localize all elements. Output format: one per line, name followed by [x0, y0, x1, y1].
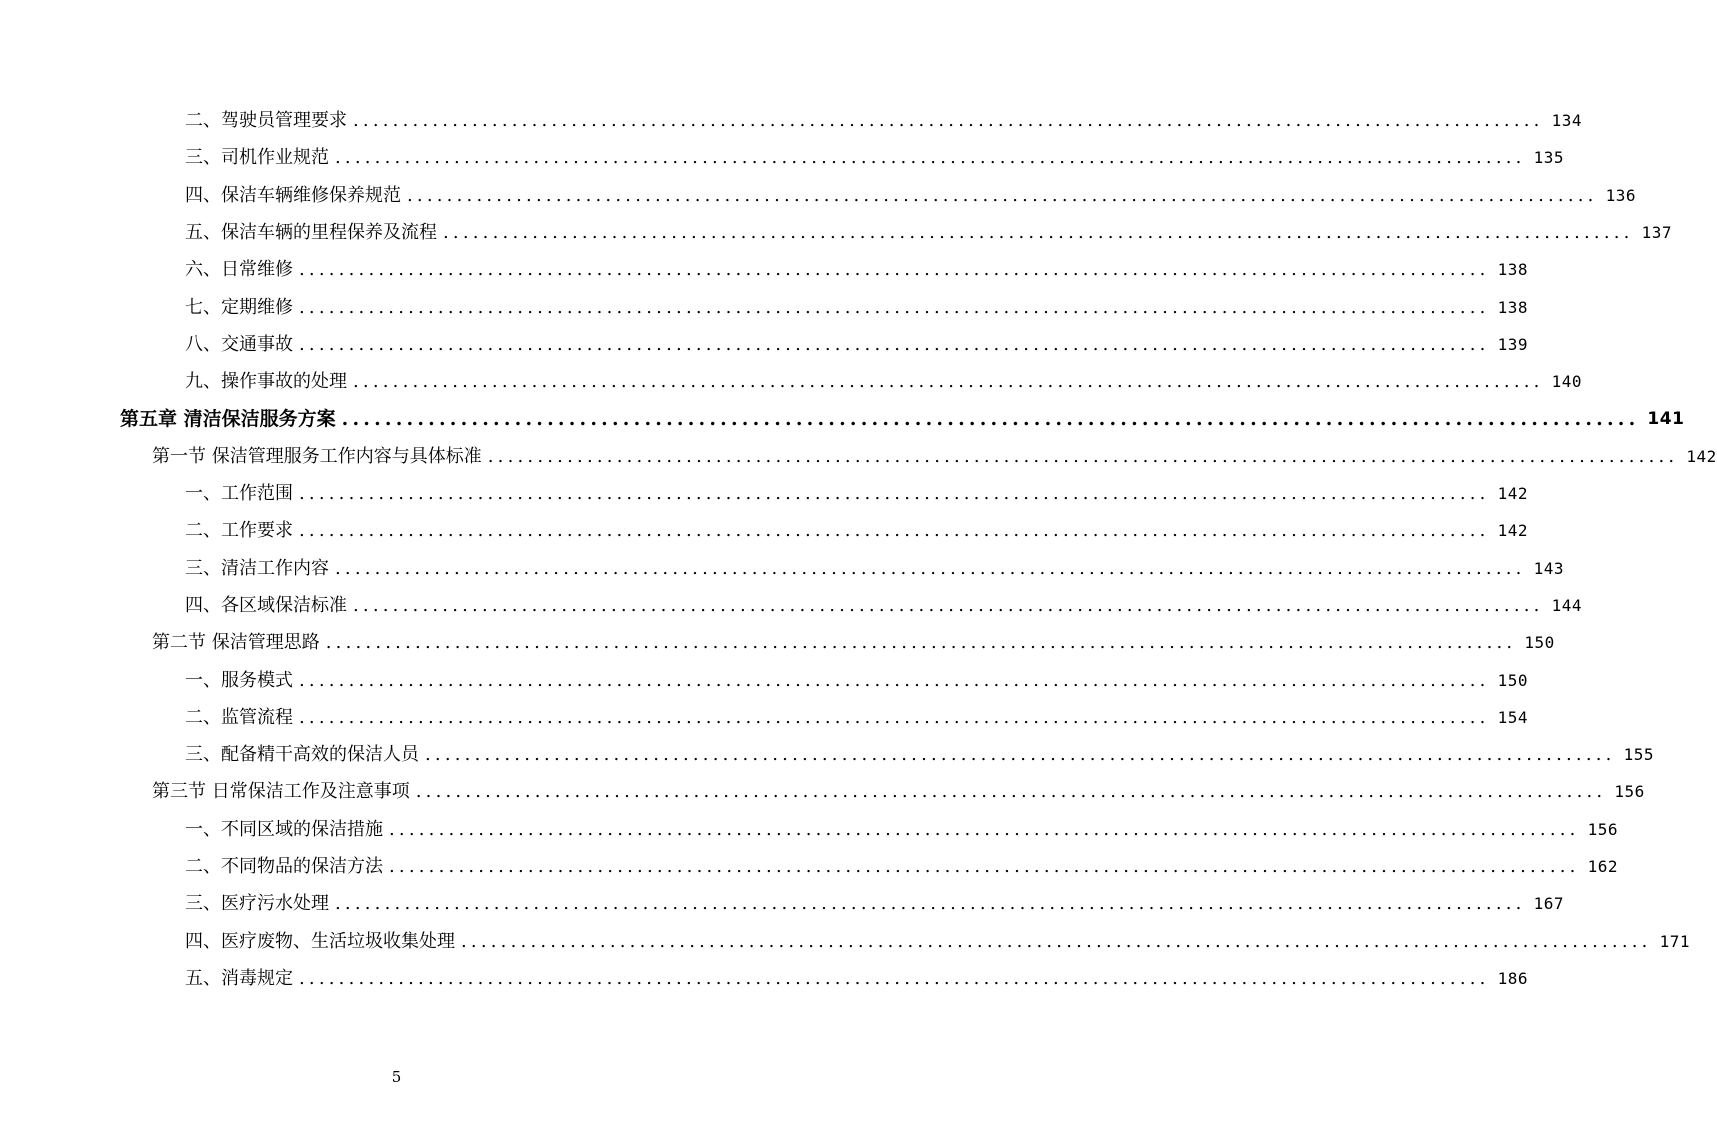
toc-entry-title: 五、消毒规定: [185, 967, 293, 989]
toc-entry-title: 二、不同物品的保洁方法: [185, 856, 383, 877]
toc-dot-leader: ........................................................................................................................: [299, 967, 1490, 989]
toc-item-entry[interactable]: [185, 923, 1691, 953]
toc-entry-page-number: 138: [1497, 260, 1529, 280]
toc-item-entry[interactable]: [185, 512, 1529, 542]
toc-entry-page-number: 142: [1497, 521, 1529, 541]
toc-entry-title: 第五章 清洁保洁服务方案: [120, 408, 336, 431]
toc-dot-leader: ........................................................................................................................: [425, 744, 1616, 766]
toc-dot-leader: ........................................................................................................................: [407, 184, 1598, 206]
toc-section-entry[interactable]: [152, 624, 1555, 654]
toc-entry-page-number: 171: [1659, 931, 1691, 951]
toc-item-entry[interactable]: [185, 289, 1529, 319]
toc-item-entry[interactable]: [185, 811, 1619, 841]
page-number: 5: [391, 1068, 402, 1086]
toc-entry-page-number: 138: [1497, 297, 1529, 317]
toc-item-entry[interactable]: [185, 177, 1637, 207]
toc-item-entry[interactable]: [185, 848, 1619, 878]
toc-entry-page-number: 150: [1524, 633, 1555, 653]
toc-entry-page-number: 186: [1497, 968, 1529, 988]
toc-chapter-entry[interactable]: [120, 400, 1685, 431]
toc-entry-title: 五、保洁车辆的里程保养及流程: [185, 221, 437, 243]
toc-dot-leader: ........................................................................................................................: [415, 781, 1607, 803]
toc-entry-title: 八、交通事故: [185, 333, 293, 355]
toc-item-entry[interactable]: [185, 102, 1583, 132]
toc-entry-page-number: 154: [1497, 707, 1529, 727]
toc-item-entry[interactable]: [185, 550, 1565, 580]
toc-dot-leader: ........................................................................................................................: [353, 594, 1544, 616]
toc-entry-page-number: 156: [1614, 782, 1645, 802]
toc-entry-page-number: 156: [1587, 819, 1619, 839]
toc-item-entry[interactable]: [185, 326, 1529, 356]
toc-entry-page-number: 150: [1497, 670, 1529, 690]
toc-entry-title: 三、清洁工作内容: [185, 557, 329, 579]
toc-dot-leader: ........................................................................................................................: [353, 110, 1544, 131]
toc-dot-leader: ........................................................................................................................: [335, 147, 1526, 169]
toc-item-entry[interactable]: [185, 662, 1529, 692]
toc-dot-leader: ........................................................................................................................: [335, 557, 1526, 579]
toc-section-entry[interactable]: [152, 438, 1717, 468]
toc-entry-page-number: 143: [1533, 558, 1565, 578]
toc-dot-leader: ........................................................................................................................: [487, 445, 1679, 467]
toc-entry-title: 二、监管流程: [185, 706, 293, 728]
toc-entry-page-number: 134: [1551, 111, 1583, 130]
toc-entry-page-number: 167: [1533, 894, 1565, 914]
toc-entry-page-number: 142: [1686, 446, 1717, 466]
toc-item-entry[interactable]: [185, 251, 1529, 281]
toc-dot-leader: ........................................................................................................................: [299, 483, 1490, 504]
toc-dot-leader: ........................................................................................................................: [325, 632, 1517, 654]
toc-entry-page-number: 137: [1641, 222, 1673, 242]
toc-item-entry[interactable]: [185, 214, 1673, 244]
toc-entry-title: 一、服务模式: [185, 669, 293, 691]
toc-item-entry[interactable]: [185, 587, 1583, 617]
toc-dot-leader: ........................................................................................................................: [299, 520, 1490, 542]
toc-entry-title: 二、工作要求: [185, 520, 293, 542]
toc-entry-page-number: 141: [1647, 409, 1685, 430]
toc-dot-leader: ........................................................................................................................: [299, 706, 1490, 728]
toc-dot-leader: ........................................................................................................................: [341, 408, 1640, 431]
toc-item-entry[interactable]: [185, 699, 1529, 729]
toc-entry-page-number: 136: [1605, 185, 1637, 205]
toc-section-entry[interactable]: [152, 773, 1645, 803]
toc-entry-title: 三、医疗污水处理: [185, 893, 329, 915]
toc-entry-title: 第三节 日常保洁工作及注意事项: [152, 781, 410, 803]
toc-item-entry[interactable]: [185, 139, 1565, 169]
toc-entry-page-number: 155: [1623, 745, 1655, 765]
toc-entry-title: 一、工作范围: [185, 483, 293, 504]
toc-dot-leader: ........................................................................................................................: [299, 333, 1490, 355]
toc-entry-title: 四、各区域保洁标准: [185, 594, 347, 616]
toc-item-entry[interactable]: [185, 363, 1583, 393]
toc-item-entry[interactable]: [185, 885, 1565, 915]
toc-entry-title: 第二节 保洁管理思路: [152, 632, 320, 654]
toc-entry-page-number: 142: [1497, 484, 1529, 503]
toc-entry-title: 三、司机作业规范: [185, 147, 329, 169]
toc-entry-title: 九、操作事故的处理: [185, 371, 347, 393]
toc-entry-title: 六、日常维修: [185, 259, 293, 281]
toc-dot-leader: ........................................................................................................................: [389, 818, 1580, 840]
toc-dot-leader: ........................................................................................................................: [299, 296, 1490, 318]
toc-entry-title: 三、配备精干高效的保洁人员: [185, 744, 419, 766]
toc-dot-leader: ........................................................................................................................: [389, 856, 1580, 877]
toc-item-entry[interactable]: [185, 475, 1529, 505]
toc-entry-title: 第一节 保洁管理服务工作内容与具体标准: [152, 445, 482, 467]
toc-entry-page-number: 135: [1533, 148, 1565, 168]
toc-entry-title: 四、保洁车辆维修保养规范: [185, 184, 401, 206]
toc-entry-title: 二、驾驶员管理要求: [185, 110, 347, 131]
toc-entry-page-number: 140: [1551, 372, 1583, 392]
toc-entry-title: 七、定期维修: [185, 296, 293, 318]
toc-item-entry[interactable]: [185, 736, 1655, 766]
toc-dot-leader: ........................................................................................................................: [299, 259, 1490, 281]
toc-entry-title: 四、医疗废物、生活垃圾收集处理: [185, 930, 455, 952]
toc-entry-page-number: 139: [1497, 334, 1529, 354]
toc-entry-page-number: 162: [1587, 857, 1619, 876]
toc-dot-leader: ........................................................................................................................: [461, 930, 1652, 952]
toc-dot-leader: ........................................................................................................................: [353, 371, 1544, 393]
toc-dot-leader: ........................................................................................................................: [443, 221, 1634, 243]
toc-dot-leader: ........................................................................................................................: [299, 669, 1490, 691]
toc-item-entry[interactable]: [185, 960, 1529, 990]
toc-entry-title: 一、不同区域的保洁措施: [185, 818, 383, 840]
toc-dot-leader: ........................................................................................................................: [335, 893, 1526, 915]
toc-entry-page-number: 144: [1551, 595, 1583, 615]
